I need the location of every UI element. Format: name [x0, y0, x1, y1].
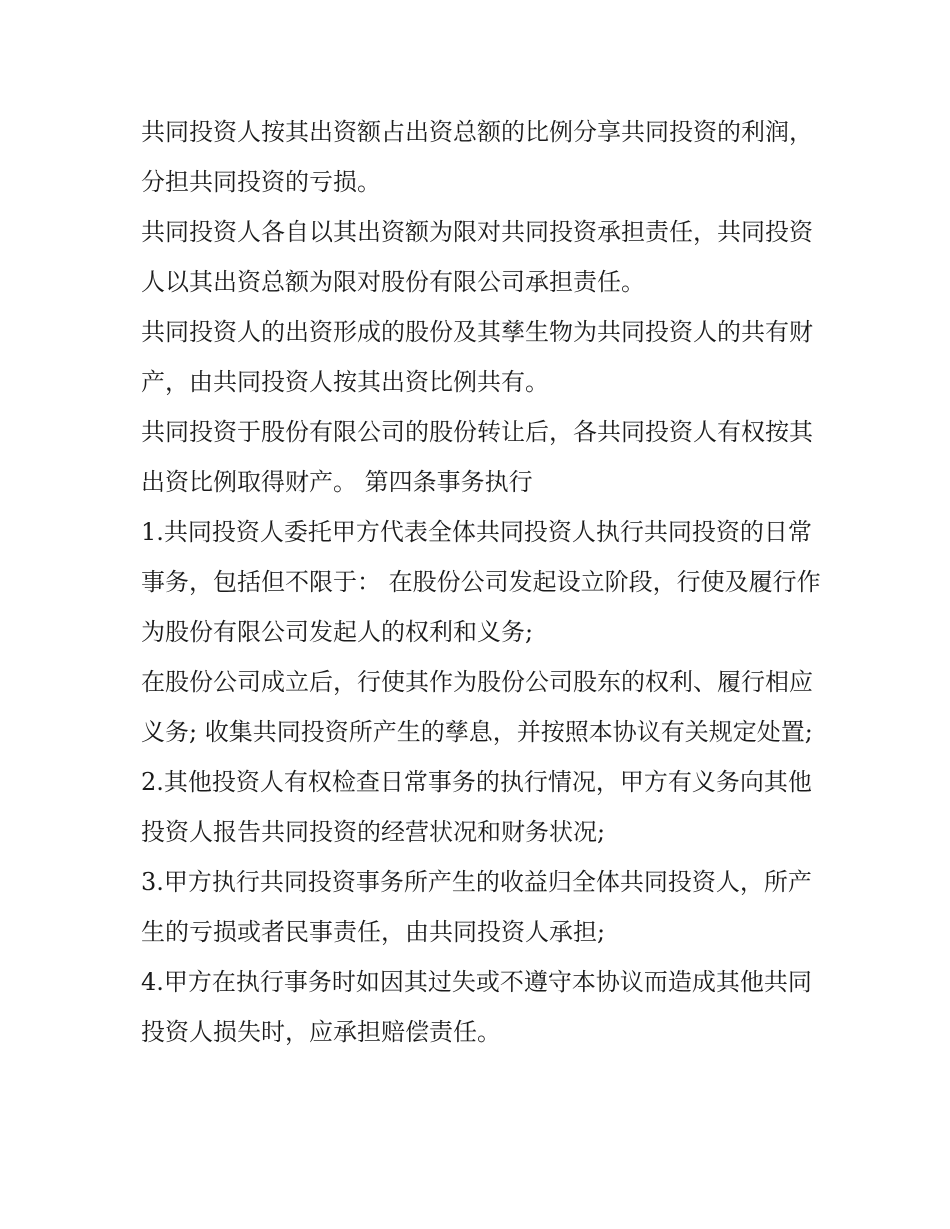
paragraph-liability: 共同投资人各自以其出资额为限对共同投资承担责任，共同投资人以其出资总额为限对股份有限公司承担责任。: [141, 218, 813, 296]
paragraph-item-1: 1.共同投资人委托甲方代表全体共同投资人执行共同投资的日常事务，包括但不限于： 在股份公司发起设立阶段，行使及履行作为股份有限公司发起人的权利和义务;: [141, 518, 821, 646]
document-body: [141, 107, 821, 1057]
paragraph-common-property: 共同投资人的出资形成的股份及其孳生物为共同投资人的共有财产，由共同投资人按其出资比例共有。: [141, 318, 813, 396]
paragraph-item-1-continued: 在股份公司成立后，行使其作为股份公司股东的权利、履行相应义务; 收集共同投资所产生的孳息，并按照本协议有关规定处置;: [141, 668, 813, 746]
paragraph-item-2: 2.其他投资人有权检查日常事务的执行情况，甲方有义务向其他投资人报告共同投资的经营状况和财务状况;: [141, 768, 812, 846]
paragraph-item-4: 4.甲方在执行事务时如因其过失或不遵守本协议而造成其他共同投资人损失时，应承担赔偿责任。: [141, 968, 812, 1046]
paragraph-item-3: 3.甲方执行共同投资事务所产生的收益归全体共同投资人，所产生的亏损或者民事责任，由共同投资人承担;: [141, 868, 812, 946]
paragraph-share-transfer: 共同投资于股份有限公司的股份转让后，各共同投资人有权按其出资比例取得财产。 第四条事务执行: [141, 418, 813, 496]
paragraph-profit-sharing: 共同投资人按其出资额占出资总额的比例分享共同投资的利润，分担共同投资的亏损。: [141, 118, 813, 196]
